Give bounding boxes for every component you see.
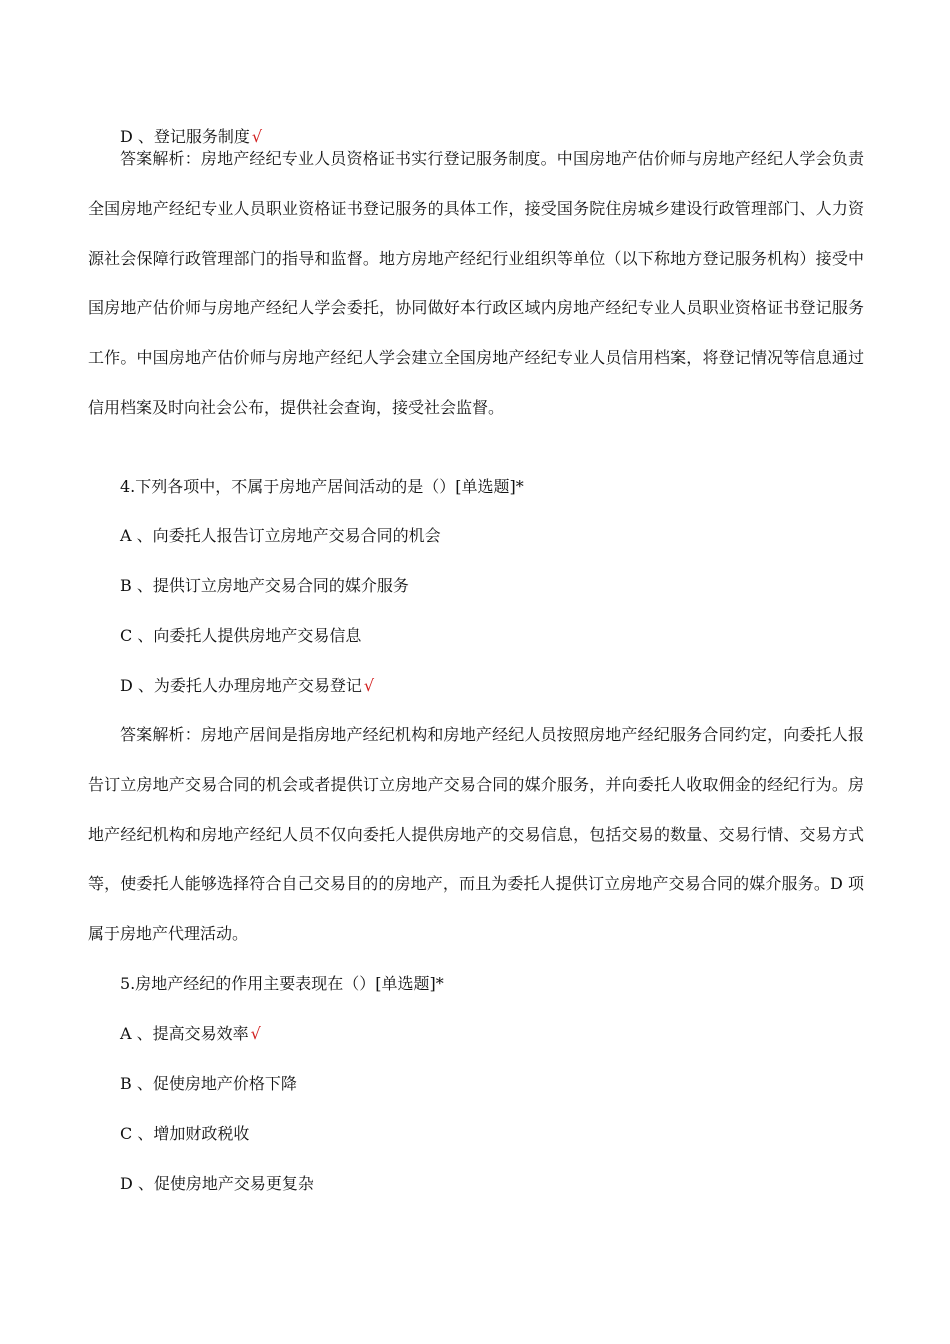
correct-check-icon: √ — [363, 676, 375, 695]
q4-option-d-text: D 、为委托人办理房地产交易登记 — [120, 676, 362, 695]
q3-option-d-text: D 、登记服务制度 — [120, 127, 250, 146]
correct-check-icon: √ — [250, 1024, 261, 1043]
q4-option-d — [120, 676, 374, 696]
q5-option-d: D 、促使房地产交易更复杂 — [120, 1174, 314, 1193]
q4-answer-analysis: 答案解析：房地产居间是指房地产经纪机构和房地产经纪人员按照房地产经纪服务合同约定，向委托人报告订立房地产交易合同的机会或者提供订立房地产交易合同的媒介服务，并向委托人收取佣金的经纪行为。房地产经纪机构和房地产经纪人员不仅向委托人提供房地产的交易信息，包括交易的数量、交易行情、交易方式等，使委托人能够选择符合自己交易目的的房地产，而且为委托人提供订立房地产交易合同的媒介服务。D 项属于房地产代理活动。 — [88, 725, 864, 944]
q5-option-a-text: A 、提高交易效率 — [120, 1024, 249, 1043]
q5-question: 5.房地产经纪的作用主要表现在（）[单选题]* — [120, 974, 444, 993]
q5-option-c: C 、增加财政税收 — [120, 1124, 250, 1143]
q5-option-b: B 、促使房地产价格下降 — [120, 1074, 297, 1093]
q5-option-a — [120, 1024, 261, 1044]
q4-question: 4.下列各项中，不属于房地产居间活动的是（）[单选题]* — [120, 477, 524, 496]
q4-option-b: B 、提供订立房地产交易合同的媒介服务 — [120, 576, 409, 595]
q4-option-c: C 、向委托人提供房地产交易信息 — [120, 626, 362, 645]
q3-answer-analysis: 答案解析：房地产经纪专业人员资格证书实行登记服务制度。中国房地产估价师与房地产经纪人学会负责全国房地产经纪专业人员职业资格证书登记服务的具体工作，接受国务院住房城乡建设行政管理部门、人力资源社会保障行政管理部门的指导和监督。地方房地产经纪行业组织等单位（以下称地方登记服务机构）接受中国房地产估价师与房地产经纪人学会委托，协同做好本行政区域内房地产经纪专业人员职业资格证书登记服务工作。中国房地产估价师与房地产经纪人学会建立全国房地产经纪专业人员信用档案，将登记情况等信息通过信用档案及时向社会公布，提供社会查询，接受社会监督。 — [88, 149, 864, 417]
q4-option-a: A 、向委托人报告订立房地产交易合同的机会 — [120, 526, 441, 545]
correct-check-icon: √ — [251, 127, 263, 146]
